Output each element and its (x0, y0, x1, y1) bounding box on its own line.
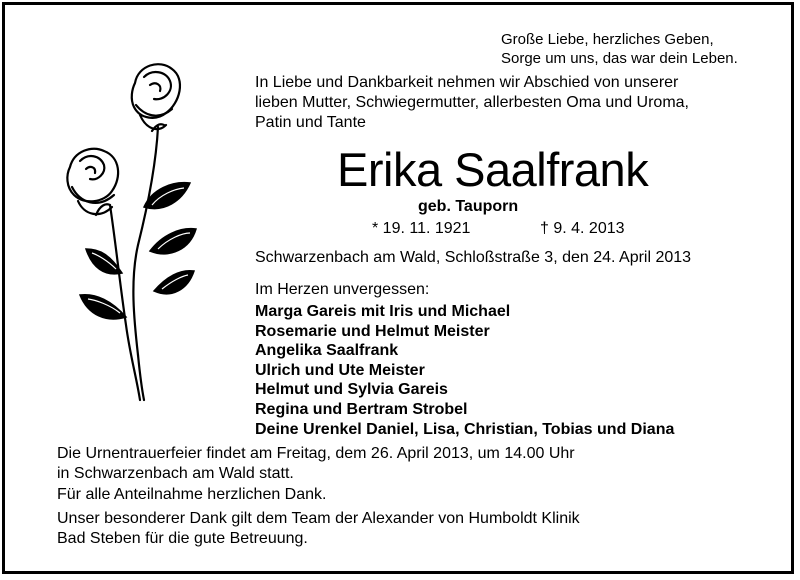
memorial-quote (501, 30, 738, 68)
mourners-list (255, 302, 674, 439)
deceased-name: Erika Saalfrank (337, 143, 649, 196)
farewell-intro (255, 73, 689, 133)
maiden-name: geb. Tauporn (418, 198, 519, 215)
mourner-entry: Rosemarie und Helmut Meister (255, 322, 490, 340)
general-thanks: Für alle Anteilnahme herzlichen Dank. (57, 486, 327, 503)
special-thanks (57, 509, 580, 549)
ceremony-line: Die Urnentrauerfeier findet am Freitag, dem 26. April 2013, um 14.00 Uhr (57, 445, 575, 462)
mourner-entry: Angelika Saalfrank (255, 342, 399, 360)
place-and-date: Schwarzenbach am Wald, Schloßstraße 3, den 24. April 2013 (255, 249, 692, 266)
ceremony-line: in Schwarzenbach am Wald statt. (57, 465, 294, 482)
intro-line: lieben Mutter, Schwiegermutter, allerbesten Oma und Uroma, (255, 94, 689, 111)
mourner-entry: Deine Urenkel Daniel, Lisa, Christian, Tobias und Diana (255, 420, 675, 438)
quote-line: Sorge um uns, das war dein Leben. (501, 50, 738, 67)
ceremony-info (57, 444, 575, 484)
mourner-entry: Regina und Bertram Strobel (255, 400, 468, 418)
mourner-entry: Marga Gareis mit Iris und Michael (255, 303, 511, 320)
special-thanks-line: Unser besonderer Dank gilt dem Team der Alexander von Humboldt Klinik (57, 510, 580, 527)
mourners-heading: Im Herzen unvergessen: (255, 281, 430, 298)
intro-line: Patin und Tante (255, 114, 366, 131)
birth-date: * 19. 11. 1921 (372, 220, 471, 237)
quote-line: Große Liebe, herzliches Geben, (501, 31, 714, 48)
special-thanks-line: Bad Steben für die gute Betreuung. (57, 530, 308, 547)
mourner-entry: Helmut und Sylvia Gareis (255, 381, 448, 399)
intro-line: In Liebe und Dankbarkeit nehmen wir Abschied von unserer (255, 74, 679, 91)
death-date: † 9. 4. 2013 (540, 220, 625, 237)
rose-illustration-icon (40, 55, 200, 420)
mourner-entry: Ulrich und Ute Meister (255, 361, 425, 379)
